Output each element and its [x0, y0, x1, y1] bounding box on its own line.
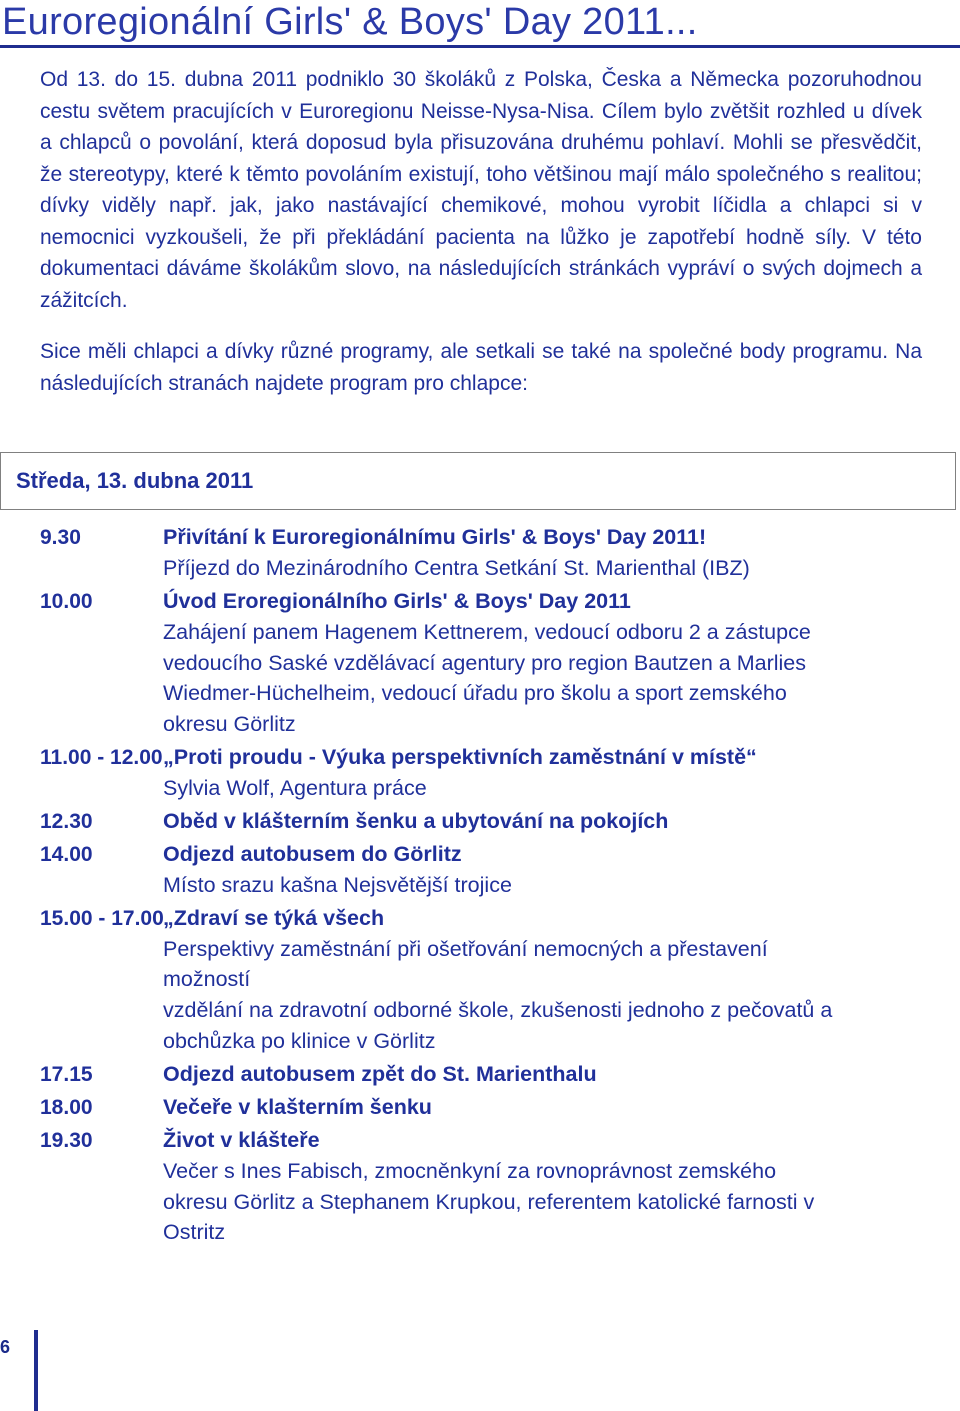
schedule-description-line: Sylvia Wolf, Agentura práce: [163, 775, 427, 800]
schedule-description-line: možností: [163, 967, 251, 992]
schedule-time: 12.30: [40, 809, 93, 833]
intro-paragraph: Od 13. do 15. dubna 2011 podniklo 30 školáků z Polska, Česka a Německa pozoruhodnou cestu světem pracujících v Euroregionu Neisse-Nysa-Nisa. Cílem bylo zvětšit rozhled u dívek a chlapců o povolání, která doposud byla přisuzována druhému pohlaví. Mohli se přesvědčit, že stereotypy, které k těmto povoláním existují, toho většinou mají málo společného s realitou; dívky viděly např. jak, jako nastávající chemikové, mohou vyrobit líčidla a chlapci si v nemocnici vyzkoušeli, že při překládání pacienta na lůžko je zapotřebí hodně síly. V této dokumentaci dáváme školákům slovo, na následujících stránkách vypráví o svých dojmech a zážitcích.: [40, 68, 922, 312]
schedule-description-line: Večer s Ines Fabisch, zmocněnkyní za rovnoprávnost zemského: [163, 1158, 777, 1183]
schedule-title: Oběd v klášterním šenku a ubytování na pokojích: [163, 808, 669, 833]
schedule-list: [40, 522, 930, 1250]
schedule-body: [163, 1092, 930, 1123]
schedule-item: [40, 1059, 930, 1090]
schedule-body: [163, 742, 930, 804]
schedule-description-line: Perspektivy zaměstnání při ošetřování nemocných a přestavení: [163, 936, 768, 961]
schedule-time: 18.00: [40, 1095, 93, 1119]
schedule-item: [40, 1125, 930, 1248]
schedule-body: [163, 806, 930, 837]
schedule-title: Přivítání k Euroregionálnímu Girls' & Boys' Day 2011!: [163, 525, 707, 549]
schedule-item: [40, 522, 930, 584]
schedule-item: [40, 1092, 930, 1123]
page-number: 6: [0, 1337, 11, 1357]
schedule-body: [163, 903, 930, 1057]
schedule-time: 10.00: [40, 589, 93, 613]
schedule-description-line: Místo srazu kašna Nejsvětější trojice: [163, 872, 512, 897]
schedule-title: Život v klášteře: [163, 1127, 320, 1152]
schedule-time: 9.30: [40, 526, 81, 549]
schedule-item: [40, 806, 930, 837]
footer-divider: [34, 1330, 38, 1411]
schedule-description-line: Wiedmer-Hüchelheim, vedoucí úřadu pro školu a sport zemského: [163, 681, 787, 706]
schedule-item: [40, 586, 930, 740]
schedule-title: Úvod Eroregionálního Girls' & Boys' Day 2011: [163, 588, 631, 613]
schedule-description-line: Ostritz: [163, 1220, 226, 1245]
header-divider: [0, 45, 960, 48]
schedule-item: [40, 742, 930, 804]
schedule-title: Odjezd autobusem do Görlitz: [163, 841, 462, 866]
page-title: Euroregionální Girls' & Boys' Day 2011...: [2, 1, 698, 43]
schedule-body: [163, 1059, 930, 1090]
program-note-paragraph: Sice měli chlapci a dívky různé programy, ale setkali se také na společné body programu. Na následujících stranách najdete program pro chlapce:: [40, 340, 922, 395]
schedule-title: „Proti proudu - Výuka perspektivních zaměstnání v místě“: [163, 744, 757, 769]
schedule-time: 19.30: [40, 1128, 93, 1152]
schedule-item: [40, 903, 930, 1057]
day-header-box: [0, 452, 956, 510]
schedule-description-line: vzdělání na zdravotní odborné škole, zkušenosti jednoho z pečovatů a: [163, 998, 833, 1023]
schedule-description-line: vedoucího Saské vzdělávací agentury pro region Bautzen a Marlies: [163, 650, 806, 675]
schedule-time: 11.00 - 12.00: [40, 745, 163, 769]
schedule-time: 17.15: [40, 1062, 93, 1086]
schedule-description-line: Zahájení panem Hagenem Kettnerem, vedoucí odboru 2 a zástupce: [163, 619, 811, 644]
schedule-description-line: obchůzka po klinice v Görlitz: [163, 1028, 436, 1053]
schedule-description-line: Příjezd do Mezinárodního Centra Setkání St. Marienthal (IBZ): [163, 556, 750, 580]
schedule-body: [163, 1125, 930, 1248]
schedule-description-line: okresu Görlitz a Stephanem Krupkou, referentem katolické farnosti v: [163, 1189, 815, 1214]
schedule-body: [163, 839, 930, 901]
schedule-body: [163, 586, 930, 740]
schedule-body: [163, 522, 930, 584]
day-label: Středa, 13. dubna 2011: [16, 468, 254, 493]
schedule-time: 15.00 - 17.00: [40, 906, 164, 930]
schedule-title: „Zdraví se týká všech: [163, 905, 385, 930]
schedule-item: [40, 839, 930, 901]
schedule-title: Večeře v klašterním šenku: [163, 1094, 432, 1119]
schedule-description-line: okresu Görlitz: [163, 712, 296, 737]
schedule-time: 14.00: [40, 842, 93, 866]
schedule-title: Odjezd autobusem zpět do St. Marienthalu: [163, 1061, 597, 1086]
